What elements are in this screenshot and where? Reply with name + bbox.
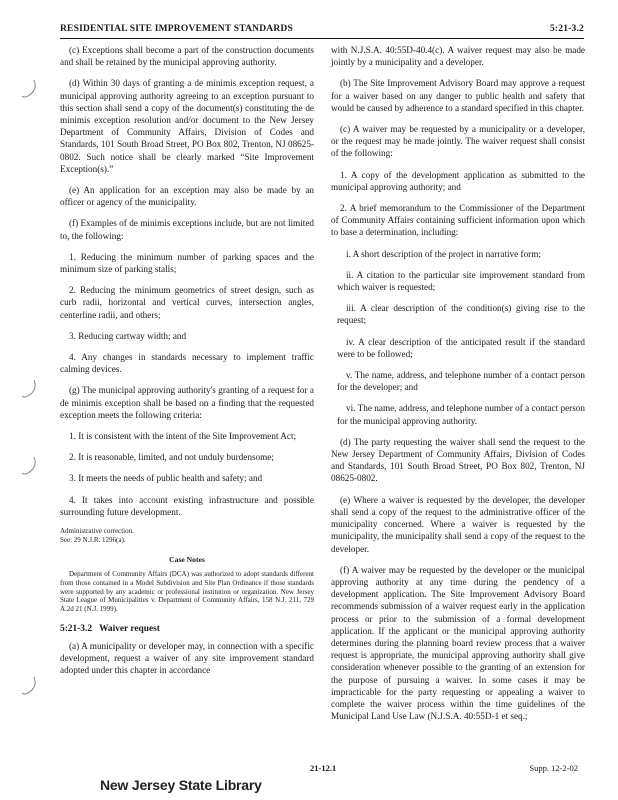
sub-item: iii. A clear description of the condition(s) giving rise to the request; xyxy=(337,303,585,326)
section-number: 5:21-3.2 xyxy=(60,624,93,635)
case-notes-title: Case Notes xyxy=(169,555,205,565)
list-item: 2. A brief memorandum to the Commissioner of the Department of Community Affairs containing sufficient information upon which to base a determination, including: xyxy=(331,203,585,238)
page-number: 21-12.1 xyxy=(310,763,337,773)
header-section-number: 5:21-3.2 xyxy=(549,24,584,34)
paragraph-continued: with N.J.S.A. 40:55D-40.4(c). A waiver request may also be made jointly by a municipality and a developer. xyxy=(331,45,585,68)
case-notes-body: Department of Community Affairs (DCA) was authorized to adopt standards different from those contained in a Model Subdivision and Site Plan Ordinance if those standards were supported by any academic or professional institution or organization. New Jersey State League of Municipalities v. Department of Community Affairs, 158 N.J. 211, 729 A.2d 21 (N.J. 1999). xyxy=(60,570,314,613)
running-header xyxy=(60,24,584,39)
list-item: 3. It meets the needs of public health and safety; and xyxy=(69,473,263,484)
paragraph-b: (b) The Site Improvement Advisory Board may approve a request for a waiver based on any danger to public health and safety that would be caused by adherence to a standard specified in this chapter. xyxy=(331,78,585,113)
list-item: 1. Reducing the minimum number of parking spaces and the minimum size of parking stalls; xyxy=(60,251,314,275)
paragraph-d: (d) The party requesting the waiver shall send the request to the New Jersey Department of Community Affairs, Division of Codes and Standards, 101 South Broad Street, PO Box 802, Trenton, NJ 08625-0802. xyxy=(331,436,585,484)
list-item: 2. Reducing the minimum geometrics of street design, such as curb radii, horizontal and vertical curves, intersection angles, centerline radii, and others; xyxy=(60,285,314,320)
list-item: 1. It is consistent with the intent of the Site Improvement Act; xyxy=(69,431,297,442)
sub-item: i. A short description of the project in narrative form; xyxy=(346,248,541,259)
margin-mark-icon xyxy=(18,78,40,100)
sub-item: v. The name, address, and telephone number of a contact person for the developer; and xyxy=(337,370,585,393)
admin-correction: Administrative correction. xyxy=(60,527,134,536)
list-item: 1. A copy of the development application as submitted to the municipal approving authority; and xyxy=(331,169,585,192)
supplement-date: Supp. 12-2-02 xyxy=(529,763,578,773)
right-column xyxy=(331,44,585,731)
list-item: 3. Reducing cartway width; and xyxy=(69,330,187,341)
paragraph-g: (g) The municipal approving authority's granting of a request for a de minimis exception shall be based on a finding that the requested exception meets the following criteria: xyxy=(60,385,314,420)
paragraph-f: (f) Examples of de minimis exceptions include, but are not limited to, the following: xyxy=(60,218,314,241)
margin-mark-icon xyxy=(18,675,40,697)
list-item: 4. Any changes in standards necessary to implement traffic calming devices. xyxy=(60,352,314,375)
margin-mark-icon xyxy=(18,378,40,400)
page-footer xyxy=(60,763,584,777)
section-heading xyxy=(60,623,314,635)
list-item: 4. It takes into account existing infrastructure and possible surrounding future development. xyxy=(60,494,314,517)
library-stamp: New Jersey State Library xyxy=(100,777,262,793)
paragraph-c: (c) A waiver may be requested by a municipality or a developer, or the request may be made jointly. The waiver request shall consist of the following: xyxy=(331,124,585,159)
admin-see: See: 29 N.J.R. 1296(a). xyxy=(60,535,126,544)
paragraph-d: (d) Within 30 days of granting a de minimis exception request, a municipal approving authority agreeing to an exception pursuant to this section shall send a copy of the document(s) constituting the de minimis exception resolution and/or document to the New Jersey Department of Community Affairs, Division of Codes and Standards, 101 South Broad Street, PO Box 802, Trenton, NJ 08625-0802. Such notice shall be clearly marked “Site Improvement Exception(s).” xyxy=(60,78,314,174)
paragraph-c: (c) Exceptions shall become a part of the construction documents and shall be retained by the municipal approving authority. xyxy=(60,45,314,68)
paragraph-f: (f) A waiver may be requested by the developer or the municipal approving authority at any time during the pendency of a development application. The Site Improvement Advisory Board recommends submission of a waiver request early in the application process or prior to the submission of a formal development application. If the applicant or the municipal approving authority determines during the planning board review process that a waiver request is appropriate, the municipal approving authority shall give consideration whenever possible to the granting of an extension for the purpose of pursuing a waiver. In some cases it may be impracticable for the party requesting or appealing a waiver to complete the waiver process within the time guidelines of the Municipal Land Use Law (N.J.S.A. 40:55D-1 et seq.; xyxy=(331,564,585,722)
margin-mark-icon xyxy=(18,455,40,477)
paragraph-e: (e) Where a waiver is requested by the developer, the developer shall send a copy of the request to the administrative officer of the municipality concerned. Where a waiver is requested by the municipality, the municipality shall send a copy of the request to the developer. xyxy=(331,494,585,554)
header-title: RESIDENTIAL SITE IMPROVEMENT STANDARDS xyxy=(60,24,293,34)
list-item: 2. It is reasonable, limited, and not unduly burdensome; xyxy=(69,452,274,463)
admin-note xyxy=(60,527,314,544)
left-column xyxy=(60,44,314,685)
sub-item: iv. A clear description of the anticipated result if the standard were to be followed; xyxy=(337,336,585,359)
paragraph-e: (e) An application for an exception may also be made by an officer or agency of the municipality. xyxy=(60,185,314,208)
paragraph-a: (a) A municipality or developer may, in connection with a specific development, request a waiver of any site improvement standard adopted under this chapter in accordance xyxy=(60,640,314,676)
section-title: Waiver request xyxy=(99,624,160,635)
sub-item: ii. A citation to the particular site improvement standard from which waiver is requested; xyxy=(337,269,585,293)
sub-item: vi. The name, address, and telephone number of a contact person for the municipal approving authority. xyxy=(337,403,585,426)
